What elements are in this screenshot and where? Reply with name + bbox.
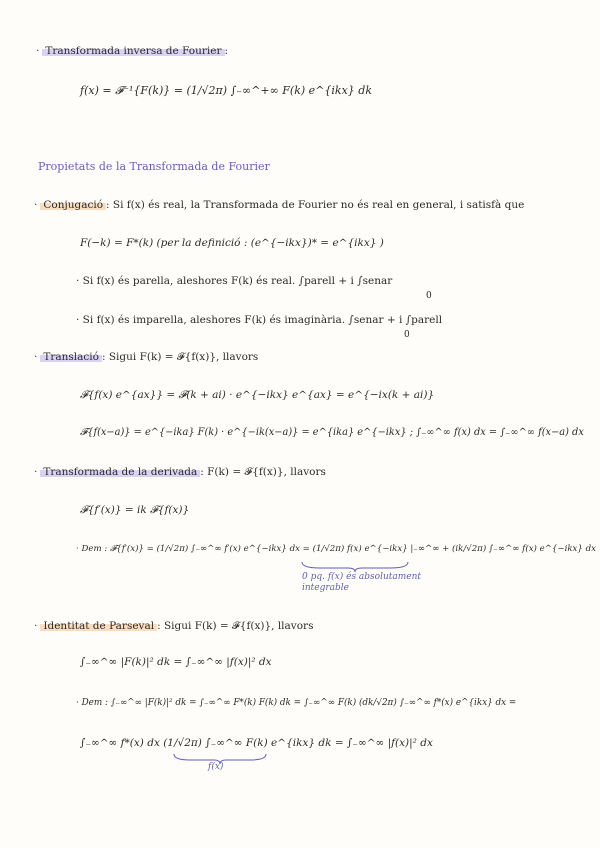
derivative-text: : F(k) = 𝓕{f(x)}, llavors [200, 466, 326, 478]
translation-text: : Sigui F(k) = 𝓕{f(x)}, llavors [101, 351, 259, 363]
properties-title: Propietats de la Transformada de Fourier [38, 160, 270, 173]
derivative-underbrace [300, 560, 410, 572]
derivative-label: Transformada de la derivada [40, 466, 200, 478]
parseval-eq1: ∫₋∞^∞ |F(k)|² dk = ∫₋∞^∞ |f(x)|² dx [80, 656, 272, 668]
derivative-note: 0 pq. f(x) és absolutament integrable [302, 572, 422, 593]
derivative-eq1: 𝓕{f′(x)} = ik 𝓕{f(x)} [80, 504, 190, 516]
translation-eq2: 𝓕{f(x−a)} = e^{−ika} F(k) · e^{−ik(x−a)} = e^{ika} e^{−ikx} ; ∫₋∞^∞ f(x) dx = ∫₋∞^∞ f(x−a) dx [80, 427, 584, 438]
conjugation-heading: · Conjugació : Si f(x) és real, la Transformada de Fourier no és real en general, i satisfà que [34, 199, 525, 211]
parseval-eq2: · Dem : ∫₋∞^∞ |F(k)|² dk = ∫₋∞^∞ F*(k) F(k) dk = ∫₋∞^∞ F(k) (dk/√2π) ∫₋∞^∞ f*(x) e^{ikx} dx = [76, 698, 517, 708]
conjugation-eq3-zero: 0 [404, 330, 410, 340]
conjugation-eq1: F(−k) = F*(k) (per la definició : (e^{−ikx})* = e^{ikx} ) [80, 237, 384, 249]
translation-label: Translació [40, 351, 102, 363]
conjugation-eq3: · Si f(x) és imparella, aleshores F(k) és imaginària. ∫senar + i ∫parell [76, 314, 443, 326]
derivative-eq2: · Dem : 𝓕{f′(x)} = (1/√2π) ∫₋∞^∞ f′(x) e^{−ikx} dx = (1/√2π) f(x) e^{−ikx} |₋∞^∞ + (ik/√2π) ∫₋∞^∞ f(x) e^{−ikx} dx [76, 544, 596, 554]
conjugation-eq2-zero: 0 [426, 291, 432, 301]
translation-eq1: 𝓕{f(x) e^{ax}} = 𝓕(k + ai) · e^{−ikx} e^{ax} = e^{−ix(k + ai)} [80, 389, 435, 401]
parseval-note: f(x) [208, 762, 224, 772]
conjugation-label: Conjugació [40, 199, 106, 211]
inverse-transform-title: Transformada inversa de Fourier [42, 45, 224, 57]
inverse-transform-heading: · Transformada inversa de Fourier : [36, 45, 229, 57]
conjugation-text: : Si f(x) és real, la Transformada de Fourier no és real en general, i satisfà que [106, 199, 525, 211]
translation-heading: · Translació : Sigui F(k) = 𝓕{f(x)}, llavors [34, 351, 259, 363]
parseval-heading: · Identitat de Parseval : Sigui F(k) = 𝓕{f(x)}, llavors [34, 620, 314, 632]
parseval-text: : Sigui F(k) = 𝓕{f(x)}, llavors [157, 620, 314, 632]
inverse-transform-formula: f(x) = 𝓕⁻¹{F(k)} = (1/√2π) ∫₋∞^+∞ F(k) e^{ikx} dk [80, 84, 372, 97]
derivative-heading: · Transformada de la derivada : F(k) = 𝓕{f(x)}, llavors [34, 466, 326, 478]
parseval-label: Identitat de Parseval [40, 620, 157, 632]
conjugation-eq2: · Si f(x) és parella, aleshores F(k) és real. ∫parell + i ∫senar [76, 275, 393, 287]
parseval-eq3: ∫₋∞^∞ f*(x) dx (1/√2π) ∫₋∞^∞ F(k) e^{ikx} dk = ∫₋∞^∞ |f(x)|² dx [80, 737, 433, 749]
